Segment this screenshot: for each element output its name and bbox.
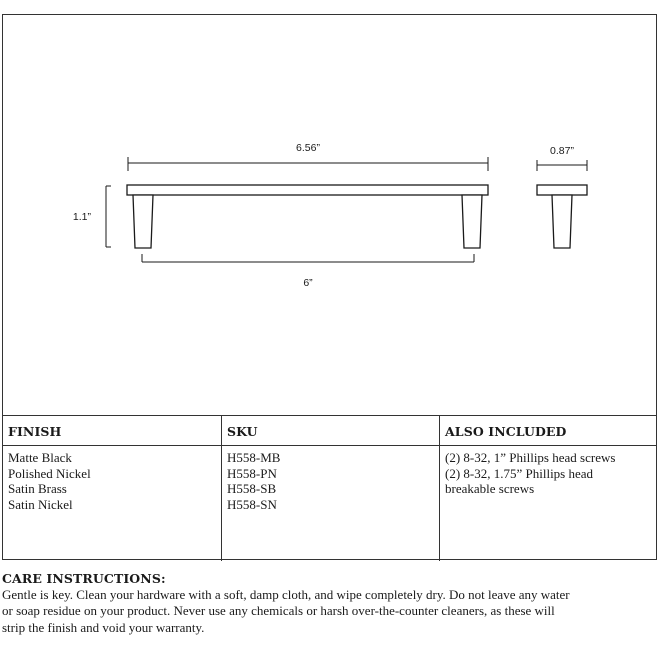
sku-column — [221, 416, 439, 561]
spec-sheet — [2, 14, 657, 560]
included-item: (2) 8-32, 1.75” Phillips head — [445, 465, 594, 481]
technical-drawing — [3, 15, 658, 415]
spec-table — [3, 415, 656, 561]
care-text-line: strip the finish and void your warranty. — [2, 619, 205, 635]
overall-width-label: 6.56” — [296, 142, 320, 154]
care-instructions — [2, 571, 658, 636]
finish-column — [3, 416, 221, 561]
finish-item: Satin Brass — [8, 481, 67, 497]
included-item: breakable screws — [445, 481, 535, 497]
pull-side-view — [537, 185, 587, 248]
care-title: CARE INSTRUCTIONS: — [2, 571, 166, 586]
height-label: 1.1” — [72, 211, 91, 223]
finish-item: Matte Black — [8, 450, 72, 465]
included-item: (2) 8-32, 1” Phillips head screws — [445, 450, 616, 465]
finish-item: Satin Nickel — [8, 497, 73, 513]
overall-width-dimension — [128, 157, 488, 171]
included-column — [439, 416, 656, 561]
pull-front-view — [127, 185, 488, 248]
finish-header: FINISH — [3, 416, 221, 446]
center-label: 6” — [303, 277, 313, 289]
sku-item: H558-MB — [227, 450, 281, 465]
sku-header: SKU — [222, 416, 439, 446]
sku-item: H558-PN — [227, 465, 277, 481]
care-text-line: Gentle is key. Clean your hardware with a soft, damp cloth, and wipe completely dry. Do not leave any water — [2, 587, 570, 603]
care-text-line: or soap residue on your product. Never use any chemicals or harsh over-the-counter cleaners, as these will — [2, 603, 555, 619]
sku-item: H558-SN — [227, 497, 277, 513]
finish-item: Polished Nickel — [8, 465, 91, 481]
included-header: ALSO INCLUDED — [440, 416, 656, 446]
side-depth-label: 0.87” — [550, 145, 574, 157]
height-dimension — [106, 186, 111, 247]
center-dimension — [142, 254, 474, 262]
side-depth-dimension — [537, 160, 587, 171]
sku-item: H558-SB — [227, 481, 277, 497]
